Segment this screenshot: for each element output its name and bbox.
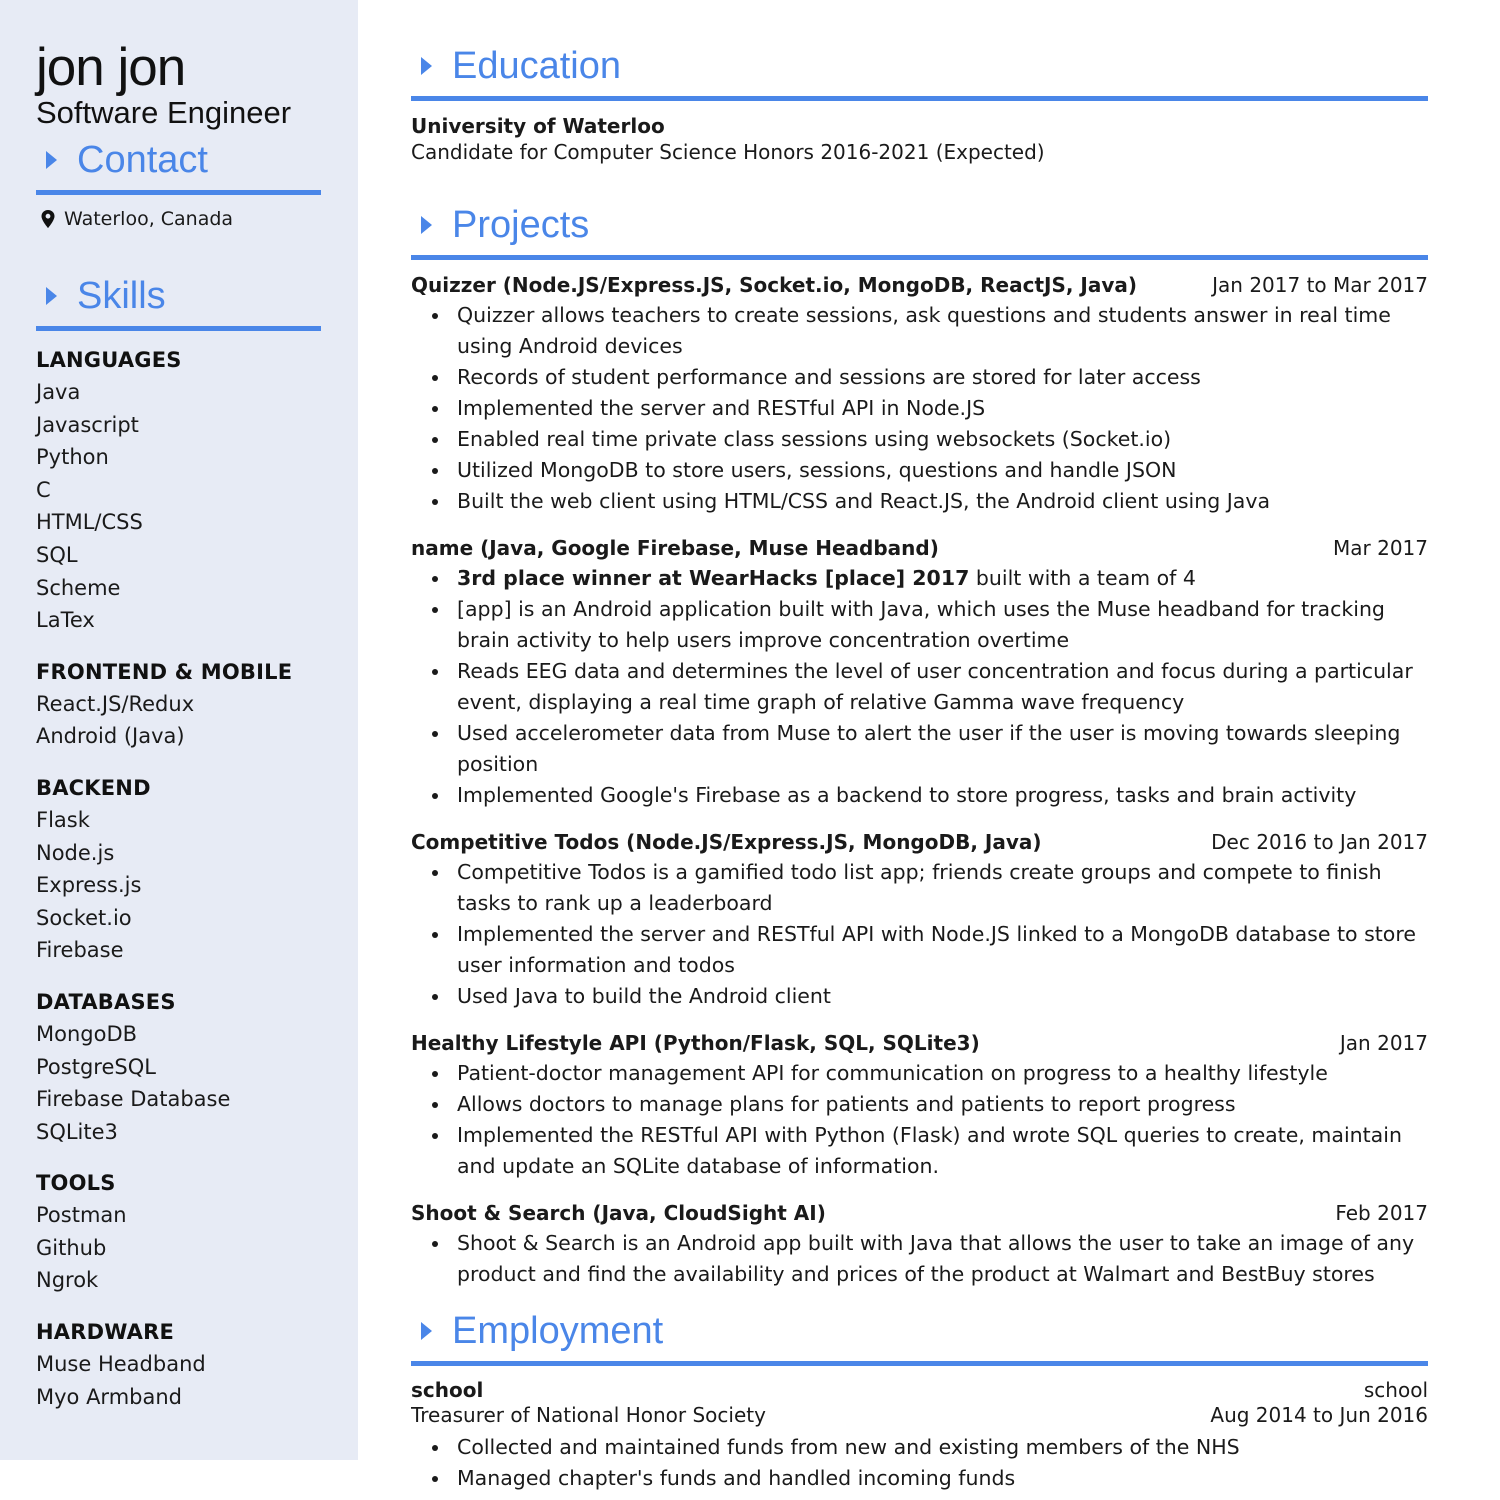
bullet-item [411, 393, 1428, 424]
bullet-item [411, 981, 1428, 1012]
skill-group [36, 344, 336, 637]
section-divider [411, 255, 1428, 260]
job-date: Aug 2014 to Jun 2016 [1210, 1403, 1428, 1427]
project-date: Jan 2017 [1339, 1031, 1428, 1055]
employment-subheader [411, 1403, 1428, 1428]
section-divider [411, 1361, 1428, 1366]
bullet-text: [app] is an Android application built with Java, which uses the Muse headband for tracking brain activity to help users improve concentration overtime [457, 597, 1385, 652]
bullet-item [411, 300, 1428, 362]
bullet-item [411, 362, 1428, 393]
skill-item: Python [36, 445, 109, 470]
project-header [411, 1198, 1428, 1228]
project-date: Feb 2017 [1335, 1201, 1428, 1225]
bullet-item: Managed chapter's funds and handled incoming funds [411, 1463, 1428, 1494]
skill-item: Express.js [36, 873, 142, 898]
bullet-item [411, 1089, 1428, 1120]
caret-right-icon [421, 216, 432, 234]
contact-section-header [36, 138, 321, 195]
bullet-text: Implemented Google's Firebase as a backend to store progress, tasks and brain activity [457, 783, 1357, 807]
skill-item: SQLite3 [36, 1119, 118, 1144]
bullet-text: Competitive Todos is a gamified todo list app; friends create groups and compete to finish tasks to rank up a leaderboard [457, 860, 1382, 915]
project-bullets [411, 563, 1428, 811]
bullet-item [411, 424, 1428, 455]
project-title: Shoot & Search (Java, CloudSight AI) [411, 1201, 826, 1225]
bullet-item [411, 656, 1428, 718]
employment-header [411, 1378, 1428, 1403]
project-bullets [411, 300, 1428, 517]
skill-item: Myo Armband [36, 1384, 182, 1409]
bullet-text: built with a team of 4 [969, 566, 1196, 590]
skill-group-title: DATABASES [36, 989, 176, 1014]
skill-group [36, 656, 336, 753]
skill-item: Socket.io [36, 905, 132, 930]
project-date: Jan 2017 to Mar 2017 [1212, 273, 1428, 297]
skill-item: C [36, 477, 51, 502]
skill-group-title: TOOLS [36, 1171, 116, 1196]
skill-item: Github [36, 1235, 107, 1260]
contact-heading: Contact [77, 139, 208, 181]
project-entry [411, 1028, 1428, 1182]
project-entry [411, 1198, 1428, 1290]
skill-group [36, 1167, 336, 1297]
bullet-item [411, 919, 1428, 981]
project-entry [411, 533, 1428, 811]
project-entry [411, 827, 1428, 1012]
projects-list [411, 270, 1428, 1306]
skill-item: Firebase Database [36, 1087, 231, 1112]
education-section-header [411, 44, 1428, 101]
skill-group [36, 986, 336, 1148]
caret-right-icon [46, 151, 57, 169]
employment-list [411, 1378, 1428, 1494]
bullet-item [411, 455, 1428, 486]
skill-item: Ngrok [36, 1268, 99, 1293]
employer-location: school [1363, 1378, 1428, 1402]
bullet-text: Built the web client using HTML/CSS and React.JS, the Android client using Java [457, 489, 1271, 513]
project-bullets [411, 1058, 1428, 1182]
section-divider [36, 190, 321, 195]
education-school: University of Waterloo [411, 114, 665, 138]
skill-item: Flask [36, 807, 90, 832]
bullet-item [411, 718, 1428, 780]
bullet-text: Implemented the RESTful API with Python (Flask) and wrote SQL queries to create, maintain and update an SQLite database of information. [457, 1123, 1402, 1178]
candidate-name: jon jon [36, 38, 186, 97]
skill-item: Android (Java) [36, 724, 185, 749]
bullet-text: Implemented the server and RESTful API with Node.JS linked to a MongoDB database to store user information and todos [457, 922, 1416, 977]
bullet-item [411, 563, 1428, 594]
skill-item: LaTex [36, 608, 95, 633]
bullet-text: Allows doctors to manage plans for patients and patients to report progress [457, 1092, 1236, 1116]
bullet-item [411, 780, 1428, 811]
section-divider [411, 96, 1428, 101]
skill-item: SQL [36, 542, 78, 567]
bullet-item [411, 1120, 1428, 1182]
project-bullets [411, 857, 1428, 1012]
skill-group [36, 1316, 336, 1413]
bullet-item [411, 486, 1428, 517]
skill-group-title: FRONTEND & MOBILE [36, 659, 293, 684]
education-degree: Candidate for Computer Science Honors 2016-2021 (Expected) [411, 140, 1045, 164]
caret-right-icon [421, 57, 432, 75]
main-content [411, 0, 1428, 1500]
bullet-item [411, 594, 1428, 656]
skill-item: Node.js [36, 840, 115, 865]
bullet-item [411, 1058, 1428, 1089]
caret-right-icon [421, 1322, 432, 1340]
skill-item: Postman [36, 1203, 127, 1228]
bullet-text: Used Java to build the Android client [457, 984, 831, 1008]
bullet-item: Collected and maintained funds from new and existing members of the NHS [411, 1432, 1428, 1463]
projects-section-header [411, 203, 1428, 260]
skills-list [36, 344, 336, 1432]
bullet-text: Reads EEG data and determines the level of user concentration and focus during a particular event, displaying a real time graph of relative Gamma wave frequency [457, 659, 1413, 714]
skill-group-title: HARDWARE [36, 1320, 175, 1345]
skill-item: Javascript [36, 412, 139, 437]
skill-group-title: LANGUAGES [36, 348, 182, 372]
sidebar [0, 0, 358, 1460]
projects-heading: Projects [452, 204, 590, 246]
map-pin-icon [40, 209, 56, 229]
candidate-title: Software Engineer [36, 95, 292, 130]
project-header [411, 1028, 1428, 1058]
skill-group [36, 772, 336, 967]
bullet-text: Implemented the server and RESTful API in Node.JS [457, 396, 986, 420]
employment-heading: Employment [452, 1310, 664, 1352]
skill-item: MongoDB [36, 1021, 138, 1046]
skill-item: React.JS/Redux [36, 691, 195, 716]
project-date: Mar 2017 [1333, 536, 1428, 560]
project-header [411, 827, 1428, 857]
bullet-text: Records of student performance and sessions are stored for later access [457, 365, 1201, 389]
skill-item: Java [36, 380, 81, 404]
skill-item: PostgreSQL [36, 1054, 156, 1079]
bullet-text: Quizzer allows teachers to create sessions, ask questions and students answer in real time using Android devices [457, 303, 1391, 358]
skill-item: Muse Headband [36, 1352, 206, 1377]
skill-item: Firebase [36, 938, 124, 963]
employment-entry [411, 1378, 1428, 1494]
contact-location [40, 206, 233, 232]
bullet-text: Patient-doctor management API for communication on progress to a healthy lifestyle [457, 1061, 1328, 1085]
employment-bullets [411, 1432, 1428, 1494]
project-title: name (Java, Google Firebase, Muse Headband) [411, 536, 939, 560]
project-title: Healthy Lifestyle API (Python/Flask, SQL, SQLite3) [411, 1031, 980, 1055]
project-bullets [411, 1228, 1428, 1290]
project-date: Dec 2016 to Jan 2017 [1211, 830, 1428, 854]
bullet-text: Utilized MongoDB to store users, sessions, questions and handle JSON [457, 458, 1177, 482]
bullet-text: Used accelerometer data from Muse to alert the user if the user is moving towards sleeping position [457, 721, 1401, 776]
education-heading: Education [452, 45, 622, 87]
bullet-text: Enabled real time private class sessions using websockets (Socket.io) [457, 427, 1172, 451]
section-divider [36, 326, 321, 331]
caret-right-icon [46, 287, 57, 305]
skill-item: Scheme [36, 575, 121, 600]
project-entry [411, 270, 1428, 517]
job-role: Treasurer of National Honor Society [411, 1403, 766, 1427]
bullet-highlight: 3rd place winner at WearHacks [place] 2017 [457, 566, 970, 590]
project-header [411, 270, 1428, 300]
project-title: Quizzer (Node.JS/Express.JS, Socket.io, MongoDB, ReactJS, Java) [411, 273, 1138, 297]
skills-heading: Skills [77, 275, 166, 317]
employer-name: school [411, 1378, 484, 1402]
skill-group-title: BACKEND [36, 775, 151, 800]
employment-section-header [411, 1309, 1428, 1366]
bullet-item [411, 857, 1428, 919]
location-text: Waterloo, Canada [64, 208, 234, 230]
project-header [411, 533, 1428, 563]
skills-section-header [36, 274, 321, 331]
project-title: Competitive Todos (Node.JS/Express.JS, MongoDB, Java) [411, 830, 1042, 854]
bullet-text: Shoot & Search is an Android app built with Java that allows the user to take an image of any product and find the availability and prices of the product at Walmart and BestBuy stores [457, 1231, 1415, 1286]
bullet-item [411, 1228, 1428, 1290]
skill-item: HTML/CSS [36, 510, 143, 535]
